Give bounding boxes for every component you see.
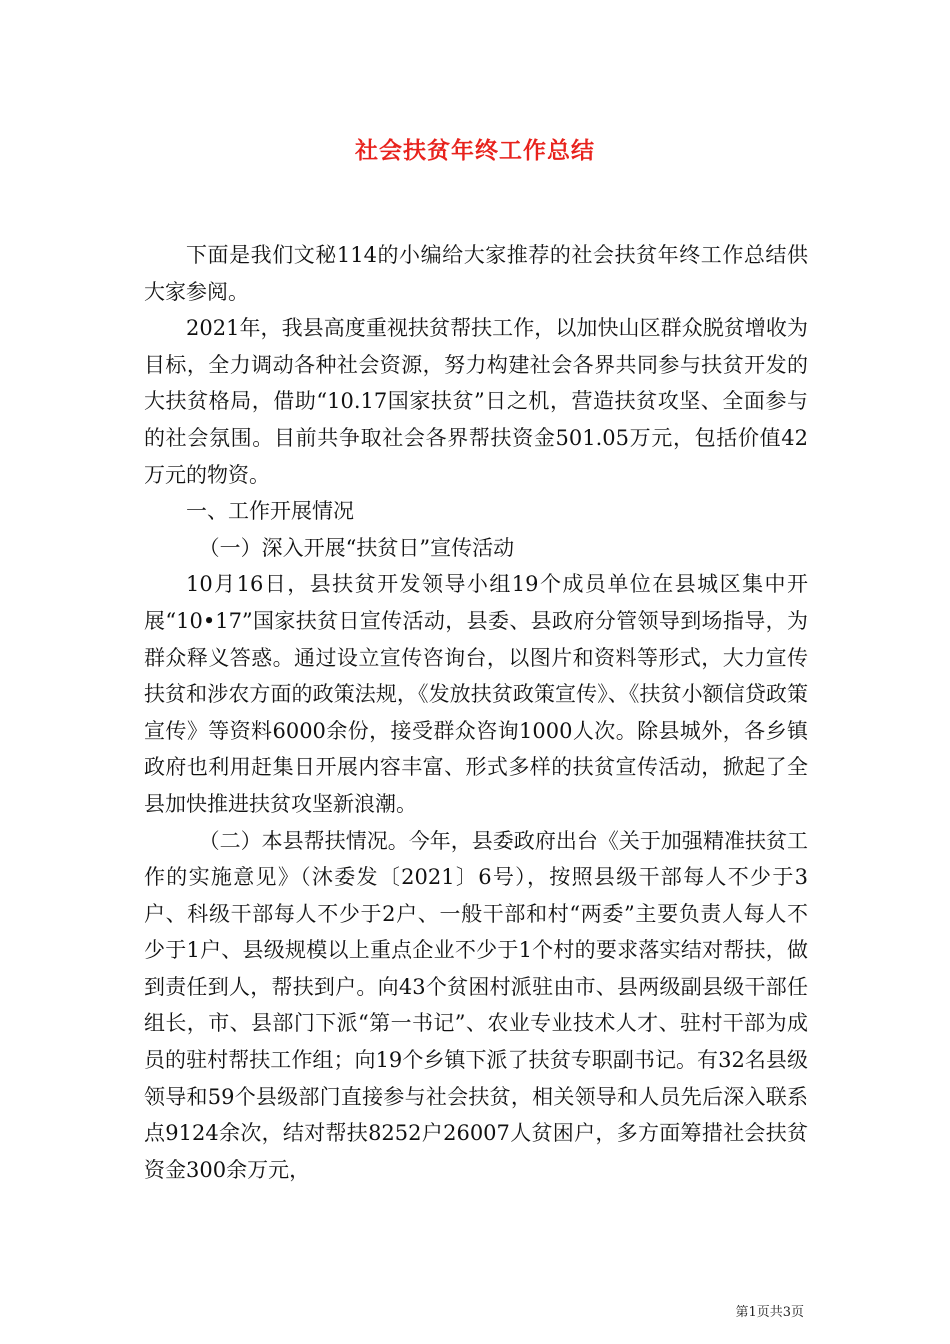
document-title: 社会扶贫年终工作总结 xyxy=(355,137,595,164)
publicity-paragraph: 10月16日，县扶贫开发领导小组19个成员单位在县城区集中开展“10•17”国家扶贫日宣传活动，县委、县政府分管领导到场指导，为群众释义答惑。通过设立宣传咨询台，以图片和资料等形式，大力宣传扶贫和涉农方面的政策法规，《发放扶贫政策宣传》、《扶贫小额信贷政策宣传》等资料6000余份，接受群众咨询1000人次。除县城外，各乡镇政府也利用赶集日开展内容丰富、形式多样的扶贫宣传活动，掀起了全县加快推进扶贫攻坚新浪潮。 xyxy=(144,572,808,816)
document-body xyxy=(144,237,808,1188)
page-number: 第1页共3页 xyxy=(735,1305,804,1320)
subsection-heading: （一）深入开展“扶贫日”宣传活动 xyxy=(198,535,515,560)
section-heading: 一、工作开展情况 xyxy=(186,499,354,524)
assistance-paragraph: （二）本县帮扶情况。今年，县委政府出台《关于加强精准扶贫工作的实施意见》（沐委发〔2021〕6号），按照县级干部每人不少于3户、科级干部每人不少于2户、一般干部和村“两委”主要负责人每人不少于1户、县级规模以上重点企业不少于1个村的要求落实结对帮扶，做到责任到人，帮扶到户。向43个贫困村派驻由市、县两级副县级干部任组长，市、县部门下派“第一书记”、农业专业技术人才、驻村干部为成员的驻村帮扶工作组；向19个乡镇下派了扶贫专职副书记。有32名县级领导和59个县级部门直接参与社会扶贫，相关领导和人员先后深入联系点9124余次，结对帮扶8252户26007人贫困户，多方面筹措社会扶贫资金300余万元， xyxy=(144,828,808,1182)
summary-paragraph: 2021年，我县高度重视扶贫帮扶工作，以加快山区群众脱贫增收为目标，全力调动各种社会资源，努力构建社会各界共同参与扶贫开发的大扶贫格局，借助“10.17国家扶贫”日之机，营造扶贫攻坚、全面参与的社会氛围。目前共争取社会各界帮扶资金501.05万元，包括价值42万元的物资。 xyxy=(144,316,808,487)
intro-paragraph: 下面是我们文秘114的小编给大家推荐的社会扶贫年终工作总结供大家参阅。 xyxy=(144,243,808,304)
